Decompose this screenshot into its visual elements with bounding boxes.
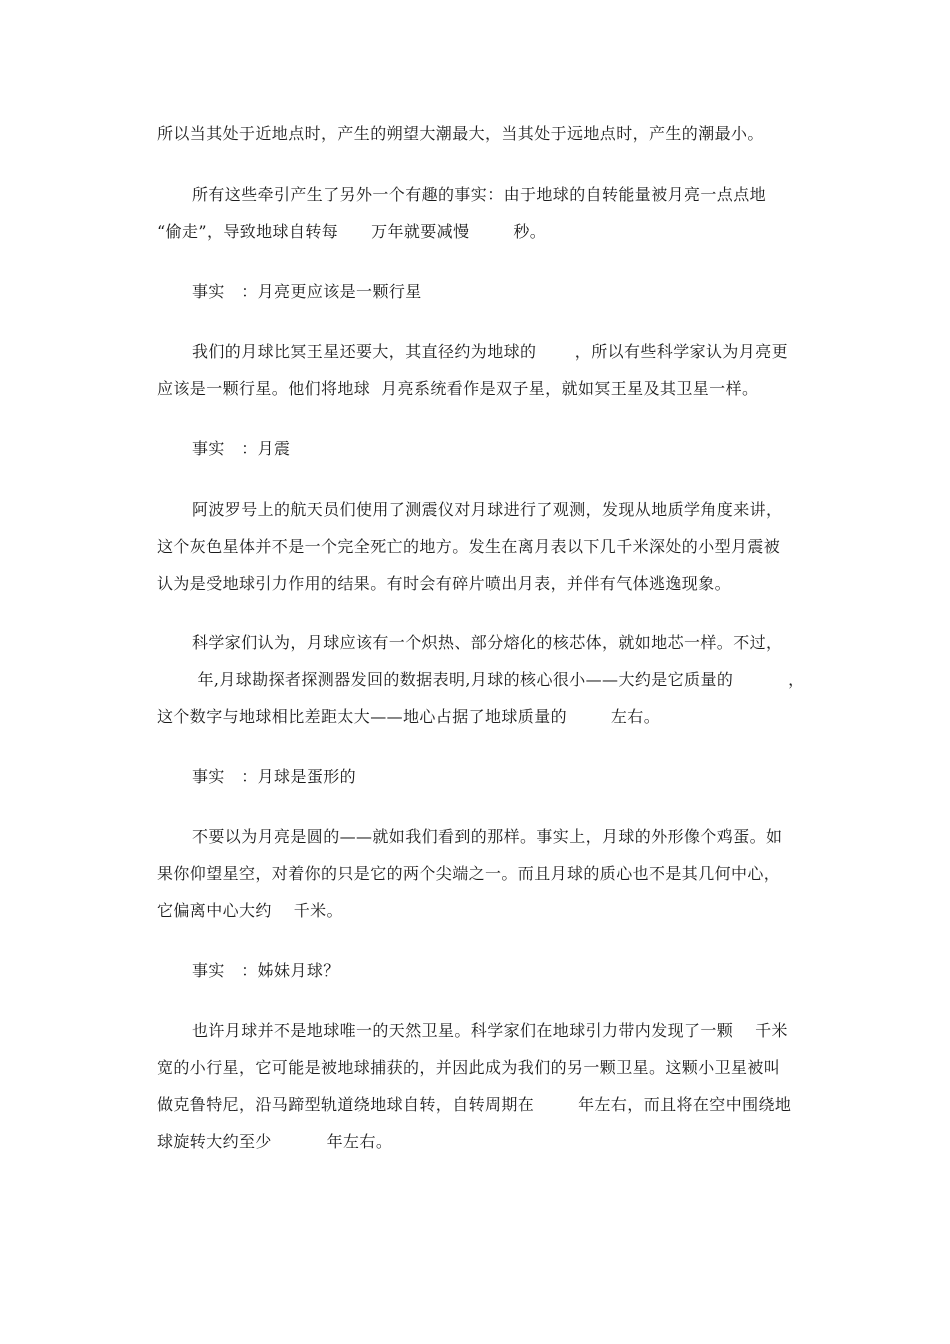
paragraph-line: 年,月球勘探者探测器发回的数据表明,月球的核心很小——大约是它质量的 ， <box>192 670 805 689</box>
paragraph-line: 果你仰望星空，对着你的只是它的两个尖端之一。而且月球的质心也不是其几何中心， <box>157 864 781 883</box>
paragraph-line: 我们的月球比冥王星还要大，其直径约为地球的 ，所以有些科学家认为月亮更 <box>192 342 789 361</box>
paragraph-line: 这个灰色星体并不是一个完全死亡的地方。发生在离月表以下几千米深处的小型月震被 <box>157 537 781 556</box>
section-heading: 事实 ：月亮更应该是一颗行星 <box>192 282 422 301</box>
paragraph-line: 阿波罗号上的航天员们使用了测震仪对月球进行了观测，发现从地质学角度来讲， <box>192 500 783 519</box>
section-heading: 事实 ：姊妹月球？ <box>192 961 340 980</box>
paragraph-line: 所以当其处于近地点时，产生的朔望大潮最大，当其处于远地点时，产生的潮最小。 <box>157 124 764 143</box>
section-heading: 事实 ：月震 <box>192 439 291 458</box>
paragraph-line: 所有这些牵引产生了另外一个有趣的事实：由于地球的自转能量被月亮一点点地 <box>192 185 767 204</box>
section-heading: 事实 ：月球是蛋形的 <box>192 767 357 786</box>
paragraph-line: “偷走”，导致地球自转每 万年就要减慢 秒。 <box>157 222 547 241</box>
paragraph-line: 宽的小行星，它可能是被地球捕获的，并因此成为我们的另一颗卫星。这颗小卫星被叫 <box>157 1058 781 1077</box>
paragraph-line: 做克鲁特尼，沿马蹄型轨道绕地球自转，自转周期在 年左右，而且将在空中围绕地 <box>157 1095 792 1114</box>
paragraph-line: 也许月球并不是地球唯一的天然卫星。科学家们在地球引力带内发现了一颗 千米 <box>192 1021 788 1040</box>
paragraph-line: 认为是受地球引力作用的结果。有时会有碎片喷出月表，并伴有气体逃逸现象。 <box>157 574 732 593</box>
paragraph-line: 不要以为月亮是圆的——就如我们看到的那样。事实上，月球的外形像个鸡蛋。如 <box>192 827 783 846</box>
paragraph-line: 它偏离中心大约 千米。 <box>157 901 343 920</box>
paragraph-line: 球旋转大约至少 年左右。 <box>157 1132 393 1151</box>
paragraph-line: 这个数字与地球相比差距太大——地心占据了地球质量的 左右。 <box>157 707 661 726</box>
paragraph-line: 科学家们认为，月球应该有一个炽热、部分熔化的核芯体，就如地芯一样。不过， <box>192 633 783 652</box>
paragraph-line: 应该是一颗行星。他们将地球 月亮系统看作是双子星，就如冥王星及其卫星一样。 <box>157 379 759 398</box>
